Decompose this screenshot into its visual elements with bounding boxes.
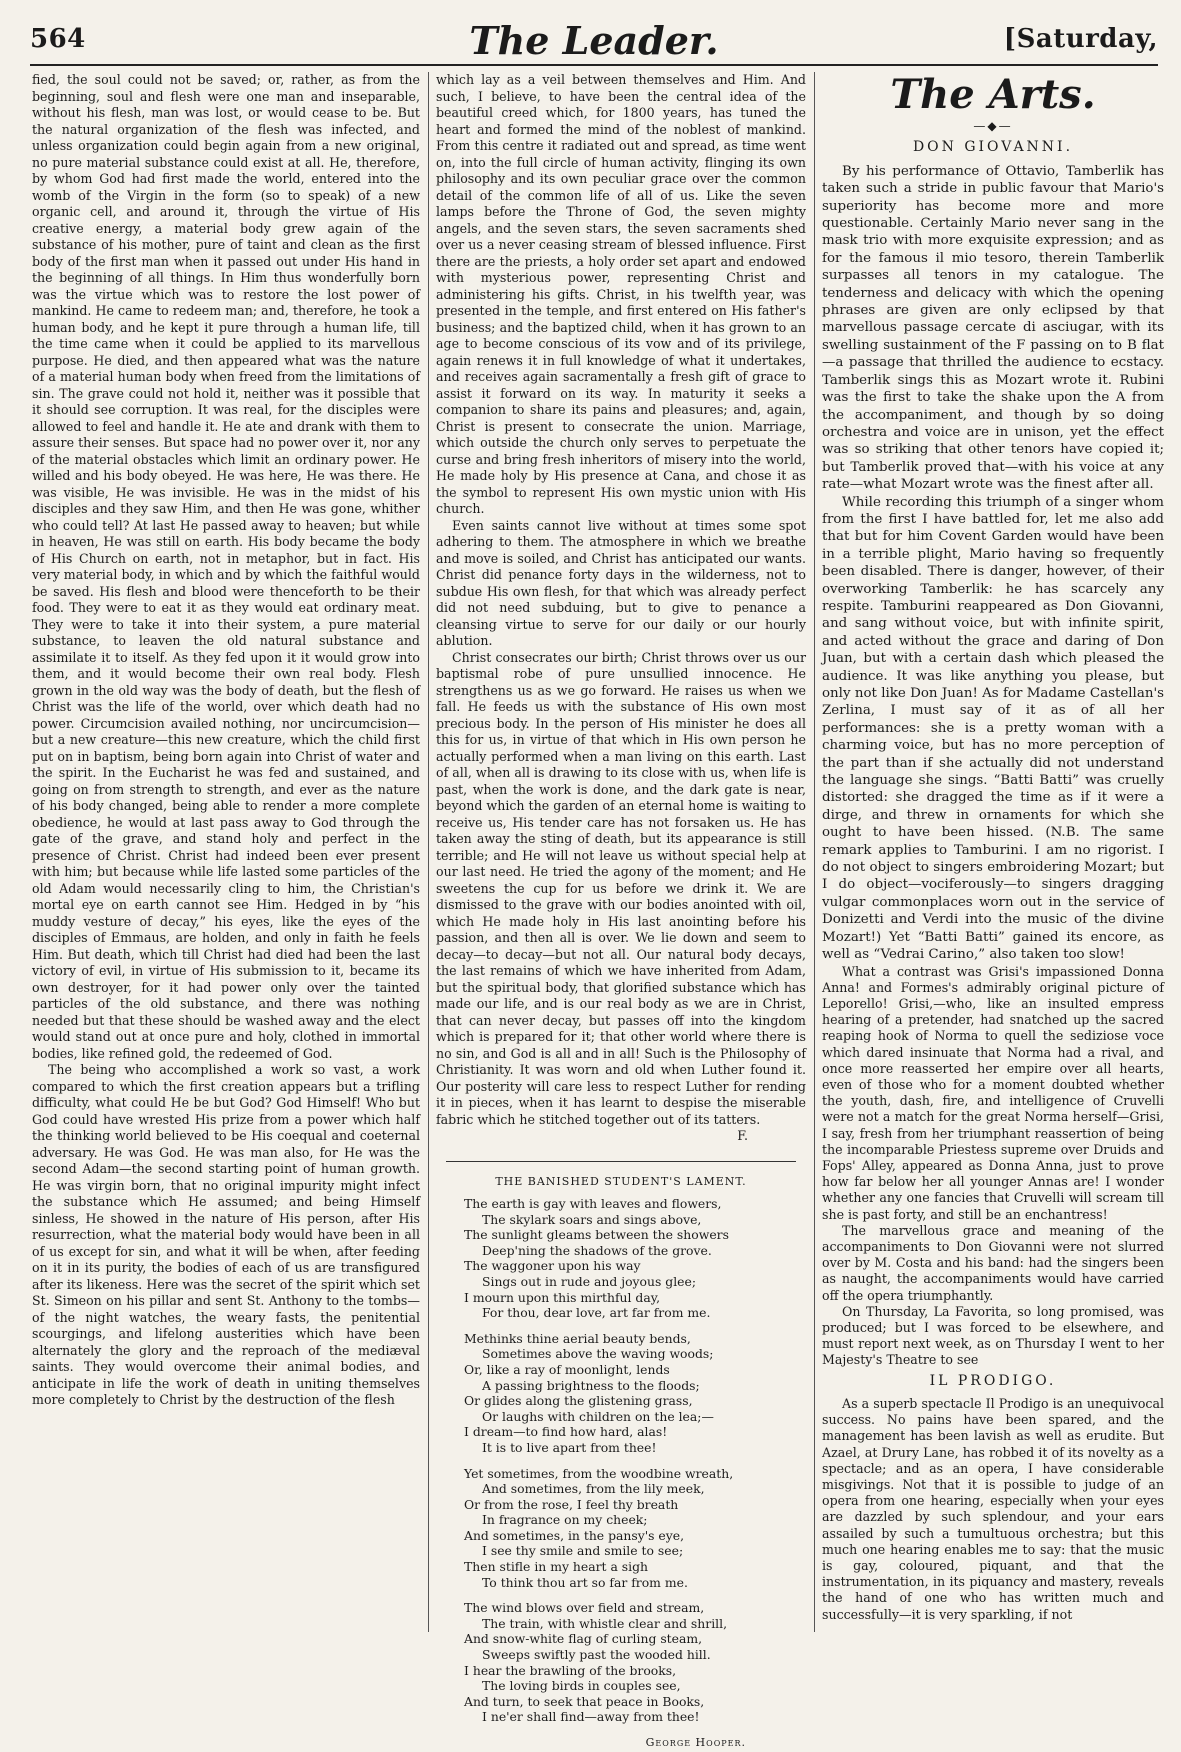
review-paragraph: While recording this triumph of a singer whom from the first I have battled for, let me also add that but for him Covent Garden would have been in a terrible plight, Mario having so frequently been disabled. There is danger, however, of their overworking Tamberlik: he has scarcely any respite. Tamburini reappeared as Don Giovanni, and sang without voice, but with infinite spirit, and acted without the grace and daring of Don Juan, but with a certain dash which pleased the audience. It was like anything you please, but only not like Don Juan! As for Madame Castellan's Zerlina, I must say of it as of all her performances: she is a pretty woman with a charming voice, but has no more perception of the part than if she actually did not understand the language she sings. “Batti Batti” was cruelly distorted: she dragged the time as if it were a dirge, and threw in ornaments for which she ought to have been hissed. (N.B. The same remark applies to Tamburini. I am no rigorist. I do not object to singers embroidering Mozart; but I do object—vociferously—to singers dragging vulgar commonplaces worn out in the service of Donizetti and Verdi into the music of the divine Mozart!) Yet “Batti Batti” gained its encore, as well as “Vedrai Carino,” also taken too slow!: [822, 494, 1164, 963]
poem-author: George Hooper.: [645, 1736, 746, 1749]
poem-line: Sweeps swiftly past the wooded hill.: [482, 1647, 711, 1663]
article-paragraph: Christ consecrates our birth; Christ throws over us our baptismal robe of pure unsullied innocence. He strengthens us as we go forward. He raises us when we fall. He feeds us with the substance of His own most precious body. In the person of His minister he does all this for us, in virtue of that which in His own person he actually performed when a man living on this earth. Last of all, when all is drawing to its close with us, when life is past, when the work is done, and the dark gate is near, beyond which the garden of an eternal home is waiting to receive us, His tender care has not forsaken us. He has taken away the sting of death, but its appearance is still terrible; and He will not leave us without special help at our last need. He tried the agony of the moment; and He sweetens the cup for us before we drink it. We are dismissed to the grave with our bodies anointed with oil, which He made holy in His last anointing before his passion, and then all is over. We lie down and seem to decay—to decay—but not all. Our natural body decays, the last remains of which we have inherited from Adam, but the spiritual body, that glorified substance which has made our life, and is our real body as we are in Christ, that can never decay, but passes off into the kingdom which is prepared for it; that other world where there is no sin, and God is all and in all! Such is the Philosophy of Christianity. It was worn and old when Luther found it. Our posterity will care less to respect Luther for rending it in pieces, when it has learnt to despise the miserable fabric which he stitched together out of its tatters.: [436, 649, 806, 1127]
poem-line: I ne'er shall find—away from thee!: [482, 1709, 700, 1725]
article-signature: F.: [737, 1128, 748, 1143]
review-heading-il-prodigo: IL PRODIGO.: [929, 1372, 1057, 1389]
poem-line: In fragrance on my cheek;: [482, 1512, 648, 1528]
poem-line: Or, like a ray of moonlight, lends: [464, 1361, 670, 1377]
header-rule: [30, 64, 1158, 66]
left-column: [32, 72, 420, 1627]
page-number: 564: [30, 24, 86, 54]
poem-line: I mourn upon this mirthful day,: [464, 1289, 661, 1305]
poem-line: Methinks thine aerial beauty bends,: [464, 1330, 691, 1346]
poem-line: The skylark soars and sings above,: [482, 1211, 702, 1227]
review-paragraph: By his performance of Ottavio, Tamberlik has taken such a stride in public favour that Mario's superiority has become more and more questionable. Certainly Mario never sang in the mask trio with more exquisite expression; and as for the famous il mio tesoro, therein Tamberlik surpasses all tenors in my catalogue. The tenderness and delicacy with which the opening phrases are given are only eclipsed by that marvellous passage cercate di asciugar, with its swelling sustainment of the F passing on to B flat—a passage that thrilled the audience to ecstacy. Tamberlik sings this as Mozart wrote it. Rubini was the first to take the shake upon the A from the accompaniment, and though by so doing orchestra and voice are in unison, yet the effect was so striking that other tenors have copied it; but Tamberlik proved that—with his voice at any rate—what Mozart wrote was the finest after all.: [822, 163, 1164, 493]
right-column: [822, 72, 1164, 1627]
article-paragraph: The being who accomplished a work so vast, a work compared to which the first creation appears but a trifling difficulty, what could He be but God? God Himself! Who but God could have wrested His prize from a power which half the thinking world believed to be His coequal and coeternal adversary. He was God. He was man also, for He was the second Adam—the second starting point of human growth. He was virgin born, that no original impurity might infect the substance which He assumed; and being Himself sinless, He showed in the nature of His person, after His resurrection, what the material body would have been in all of us except for sin, and what it will be when, after feeding on it in its purity, the bodies of each of us are transfigured after its likeness. Here was the secret of the spirit which set St. Simeon on his pillar and sent St. Anthony to the tombs—of the night watches, the weary fasts, the penitential scourgings, and lifelong austerities which have been alternately the glory and the reproach of the mediæval saints. They would overcome their animal bodies, and anticipate in life the work of death in uniting themselves more completely to Christ by the destruction of the flesh: [32, 1062, 420, 1407]
poem-line: To think thou art so far from me.: [482, 1574, 688, 1590]
dateline: [Saturday,: [1003, 24, 1158, 54]
poem-line: I dream—to find how hard, alas!: [464, 1424, 668, 1440]
column-divider: [814, 72, 815, 1632]
poem-line: The earth is gay with leaves and flowers,: [464, 1196, 722, 1211]
poem-line: The wind blows over field and stream,: [464, 1600, 705, 1616]
section-heading: The Arts.: [890, 71, 1096, 118]
article-paragraph: which lay as a veil between themselves and Him. And such, I believe, to have been the central idea of the beautiful creed which, for 1800 years, has tuned the heart and formed the mind of the noblest of mankind. From this centre it radiated out and spread, as time went on, into the full circle of human activity, flinging its own philosophy and its own peculiar grace over the common detail of the common life of all of us. Like the seven lamps before the Throne of God, the seven mighty angels, and the seven stars, the seven sacraments shed over us a never ceasing stream of blessed influence. First there are the priests, a holy order set apart and endowed with mysterious power, representing Christ and administering his gifts. Christ, in his twelfth year, was presented in the temple, and first entered on His father's business; and the baptized child, when it has grown to an age to become conscious of its vow and of its privilege, again renews it in full knowledge of what it undertakes, and receives again sacramentally a fresh gift of grace to assist it forward on its way. In maturity it seeks a companion to share its pains and pleasures; and, again, Christ is present to consecrate the union. Marriage, which outside the church only serves to perpetuate the curse and bring fresh inheritors of misery into the world, He made holy by His presence at Cana, and chose it as the symbol to represent His own mystic union with His church.: [436, 72, 806, 516]
poem-line: Sometimes above the waving woods;: [482, 1346, 714, 1362]
poem-stanza: [436, 1331, 806, 1456]
review-paragraph: On Thursday, La Favorita, so long promised, was produced; but I was forced to be elsewhere, and must report next week, as on Thursday I went to her Majesty's Theatre to see: [822, 1303, 1164, 1368]
poem-line: And sometimes, from the lily meek,: [482, 1481, 705, 1497]
poem-line: And turn, to seek that peace in Books,: [464, 1693, 705, 1709]
page-header: [30, 18, 1158, 70]
poem-line: Or laughs with children on the lea;—: [482, 1408, 714, 1424]
poem-stanza: [436, 1196, 806, 1321]
middle-column: [436, 72, 806, 1749]
poem-line: A passing brightness to the floods;: [482, 1377, 700, 1393]
poem-stanza: [436, 1466, 806, 1591]
poem-line: Then stifle in my heart a sigh: [464, 1559, 649, 1575]
review-paragraph: What a contrast was Grisi's impassioned Donna Anna! and Formes's admirably original picture of Leporello! Grisi,—who, like an insulted empress hearing of a pretender, had snatched up the sacred reaping hook of Norma to quell the sediziose voce which dared insinuate that Norma had a rival, and once more reasserted her empire over all hearts, even of those who for a moment doubted whether the youth, dash, fire, and intelligence of Cruvelli were not a match for the great Norma herself—Grisi, I say, fresh from her triumphant reassertion of being the incomparable Priestess supreme over Druids and Fops' Alley, appeared as Donna Anna, just to prove how far below her all younger Annas are! I wonder whether any one fancies that Cruvelli will scream till she is past forty, and still be an enchantress!: [822, 963, 1164, 1222]
masthead-title: The Leader.: [469, 18, 719, 63]
poem-line: And snow-white flag of curling steam,: [464, 1631, 703, 1647]
review-heading-don-giovanni: DON GIOVANNI.: [912, 139, 1074, 156]
heading-ornament: —◆—: [973, 119, 1013, 133]
poem-title: THE BANISHED STUDENT'S LAMENT.: [495, 1174, 747, 1188]
poem-line: Deep'ning the shadows of the grove.: [482, 1242, 712, 1258]
poem-stanza: [436, 1600, 806, 1725]
poem-line: For thou, dear love, art far from me.: [482, 1305, 711, 1321]
poem-line: The waggoner upon his way: [464, 1258, 641, 1274]
poem-line: And sometimes, in the pansy's eye,: [464, 1527, 685, 1543]
poem-divider: [446, 1161, 796, 1162]
review-paragraph: The marvellous grace and meaning of the accompaniments to Don Giovanni were not slurred over by M. Costa and his band: had the singers been as naught, the accompaniments would have carried off the opera triumphantly.: [822, 1222, 1164, 1303]
article-paragraph: fied, the soul could not be saved; or, rather, as from the beginning, soul and flesh were one man and inseparable, without his flesh, man was lost, or would cease to be. But the natural organization of the flesh was infected, and unless organization could begin again from a new original, no pure material substance could exist at all. He, therefore, by whom God had first made the world, entered into the womb of the Virgin in the form (so to speak) of a new organic cell, and around it, through the virtue of His creative energy, a material body grew again of the substance of his mother, pure of taint and clean as the first body of the first man when it passed out under His hand in the beginning of all things. In Him thus wonderfully born was the virtue which was to restore the lost power of mankind. He came to redeem man; and, therefore, he took a human body, and he kept it pure through a human life, till the time came when it could be applied to its marvellous purpose. He died, and then appeared what was the nature of a material human body when freed from the limitations of sin. The grave could not hold it, neither was it possible that it should see corruption. It was real, for the disciples were allowed to feel and handle it. He ate and drank with them to assure their senses. But space had no power over it, nor any of the material obstacles which limit an ordinary power. He willed and his body obeyed. He was here, He was there. He was visible, He was invisible. He was in the midst of his disciples and they saw Him, and then He was gone, whither who could tell? At last He passed away to heaven; but while in heaven, He was still on earth. His body became the body of His Church on earth, not in metaphor, but in fact. His very material body, in which and by which the faithful would be saved. His flesh and blood were thenceforth to be their food. They were to eat it as they would eat ordinary meat. They were to take it into their system, a pure material substance, to leaven the old natural substance and assimilate it to itself. As they fed upon it it would grow into them, and it would become their own real body. Flesh grown in the old way was the body of death, but the flesh of Christ was the life of the world, over which death had no power. Circumcision availed nothing, nor uncircumcision—but a new creature—this new creature, which the child first put on in baptism, being born again into Christ of water and the spirit. In the Eucharist he was fed and sustained, and going on from strength to strength, and ever as the nature of his body changed, being able to render a more complete obedience, he would at last pass away to God through the gate of the grave, and stand holy and perfect in the presence of Christ. Christ had indeed been ever present with him; but because while life lasted some particles of the old Adam would necessarily cling to him, the Christian's mortal eye on earth cannot see Him. Hedged in by “his muddy vesture of decay,” his eyes, like the eyes of the disciples of Emmaus, are holden, and only in faith he feels Him. But death, which till Christ had died had been the last victory of evil, in virtue of His submission to it, became its own destroyer, for it had power only over the tainted particles of the old substance, and there was nothing needed but that these should be washed away and the elect would stand out at once pure and holy, clothed in immortal bodies, like refined gold, the redeemed of God.: [32, 72, 420, 1061]
poem-line: The loving birds in couples see,: [482, 1678, 681, 1694]
poem-line: Or from the rose, I feel thy breath: [464, 1496, 679, 1512]
review-paragraph: As a superb spectacle Il Prodigo is an unequivocal success. No pains have been spared, and the management has been lavish as well as erudite. But Azael, at Drury Lane, has robbed it of its novelty as a spectacle; and as an opera, I have considerable misgivings. Not that it is possible to judge of an opera from one hearing, especially when your eyes are dazzled by such splendour, and your ears assailed by such a tumultuous orchestra; but this much one hearing enables me to say: that the music is gay, coloured, piquant, and that the instrumentation, in its piquancy and mastery, reveals the hand of one who has written much and successfully—it is very sparkling, if not: [822, 1395, 1164, 1622]
poem-line: The sunlight gleams between the showers: [464, 1227, 729, 1243]
poem-line: It is to live apart from thee!: [482, 1439, 657, 1455]
poem-line: I see thy smile and smile to see;: [482, 1543, 684, 1559]
poem-line: I hear the brawling of the brooks,: [464, 1662, 677, 1678]
poem-body: [436, 1196, 806, 1725]
poem-line: The train, with whistle clear and shrill,: [482, 1615, 728, 1631]
article-paragraph: Even saints cannot live without at times some spot adhering to them. The atmosphere in which we breathe and move is soiled, and Christ has anticipated our wants. Christ did penance forty days in the wilderness, not to subdue His own flesh, for that which was already perfect did not need subduing, but to give to penance a cleansing virtue to serve for our daily or our hourly ablution.: [436, 517, 806, 648]
poem-line: Sings out in rude and joyous glee;: [482, 1273, 697, 1289]
poem-line: Or glides along the glistening grass,: [464, 1393, 693, 1409]
poem-line: Yet sometimes, from the woodbine wreath,: [464, 1465, 734, 1481]
column-divider: [428, 72, 429, 1632]
